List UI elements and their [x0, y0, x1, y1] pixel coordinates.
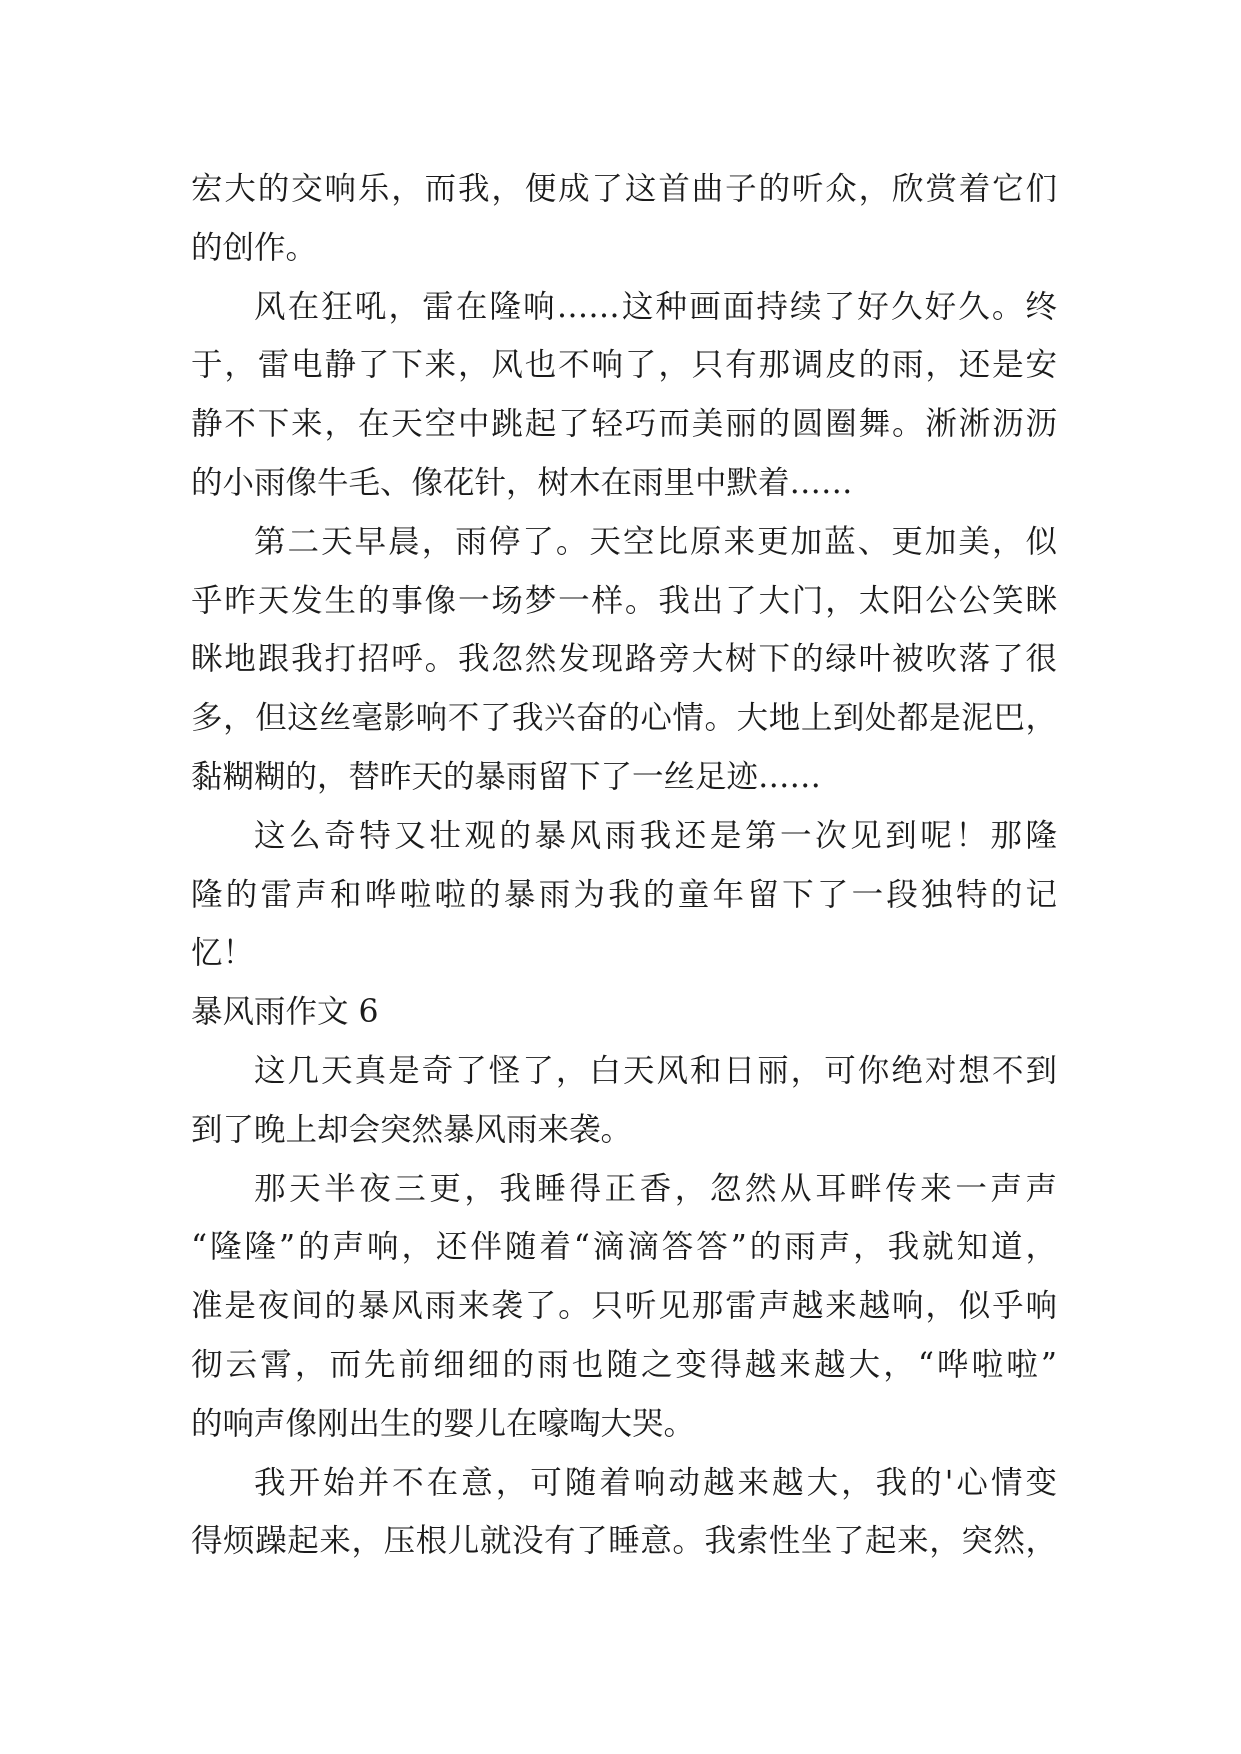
section-heading: 暴风雨作文 6 — [191, 994, 379, 1031]
paragraph — [191, 278, 1057, 513]
text-line: 我开始并不在意，可随着响动越来越大，我的'心情变 — [254, 1464, 1057, 1501]
text-line: 隆的雷声和哗啦啦的暴雨为我的童年留下了一段独特的记 — [191, 876, 1057, 913]
text-line: 那天半夜三更，我睡得正香，忽然从耳畔传来一声声 — [254, 1170, 1057, 1207]
paragraph — [191, 513, 1057, 807]
text-line: 乎昨天发生的事像一场梦一样。我出了大门，太阳公公笑眯 — [191, 582, 1057, 619]
paragraph — [191, 1160, 1057, 1454]
text-line: 静不下来，在天空中跳起了轻巧而美丽的圆圈舞。淅淅沥沥 — [191, 406, 1057, 443]
text-line: 这几天真是奇了怪了，白天风和日丽，可你绝对想不到 — [254, 1052, 1057, 1089]
document-page — [191, 160, 1057, 1571]
text-line: 眯地跟我打招呼。我忽然发现路旁大树下的绿叶被吹落了很 — [191, 641, 1057, 678]
paragraph — [191, 1042, 1057, 1160]
text-line: 得烦躁起来，压根儿就没有了睡意。我索性坐了起来，突然， — [191, 1523, 1057, 1560]
paragraph — [191, 1454, 1057, 1572]
text-line: 多，但这丝毫影响不了我兴奋的心情。大地上到处都是泥巴， — [191, 700, 1057, 737]
text-line: 的创作。 — [191, 229, 318, 266]
paragraph — [191, 807, 1057, 983]
text-line: 于，雷电静了下来，风也不响了，只有那调皮的雨，还是安 — [191, 347, 1057, 384]
text-line: 彻云霄，而先前细细的雨也随之变得越来越大，“哗啦啦” — [191, 1346, 1057, 1383]
text-line: 宏大的交响乐，而我，便成了这首曲子的听众，欣赏着它们 — [191, 171, 1057, 207]
text-line: 到了晚上却会突然暴风雨来袭。 — [191, 1111, 633, 1148]
text-line: 准是夜间的暴风雨来袭了。只听见那雷声越来越响，似乎响 — [191, 1288, 1057, 1325]
text-line: “隆隆”的声响，还伴随着“滴滴答答”的雨声，我就知道， — [191, 1229, 1057, 1266]
text-line: 风在狂吼，雷在隆响……这种画面持续了好久好久。终 — [254, 288, 1057, 325]
text-line: 第二天早晨，雨停了。天空比原来更加蓝、更加美，似 — [254, 523, 1057, 560]
text-line: 忆！ — [191, 935, 255, 972]
paragraph — [191, 160, 1057, 278]
text-line: 的响声像刚出生的婴儿在嚎啕大哭。 — [191, 1405, 696, 1442]
text-line: 这么奇特又壮观的暴风雨我还是第一次见到呢！那隆 — [254, 817, 1057, 854]
text-line: 黏糊糊的，替昨天的暴雨留下了一丝足迹…… — [191, 758, 822, 795]
text-line: 的小雨像牛毛、像花针，树木在雨里中默着…… — [191, 464, 853, 501]
